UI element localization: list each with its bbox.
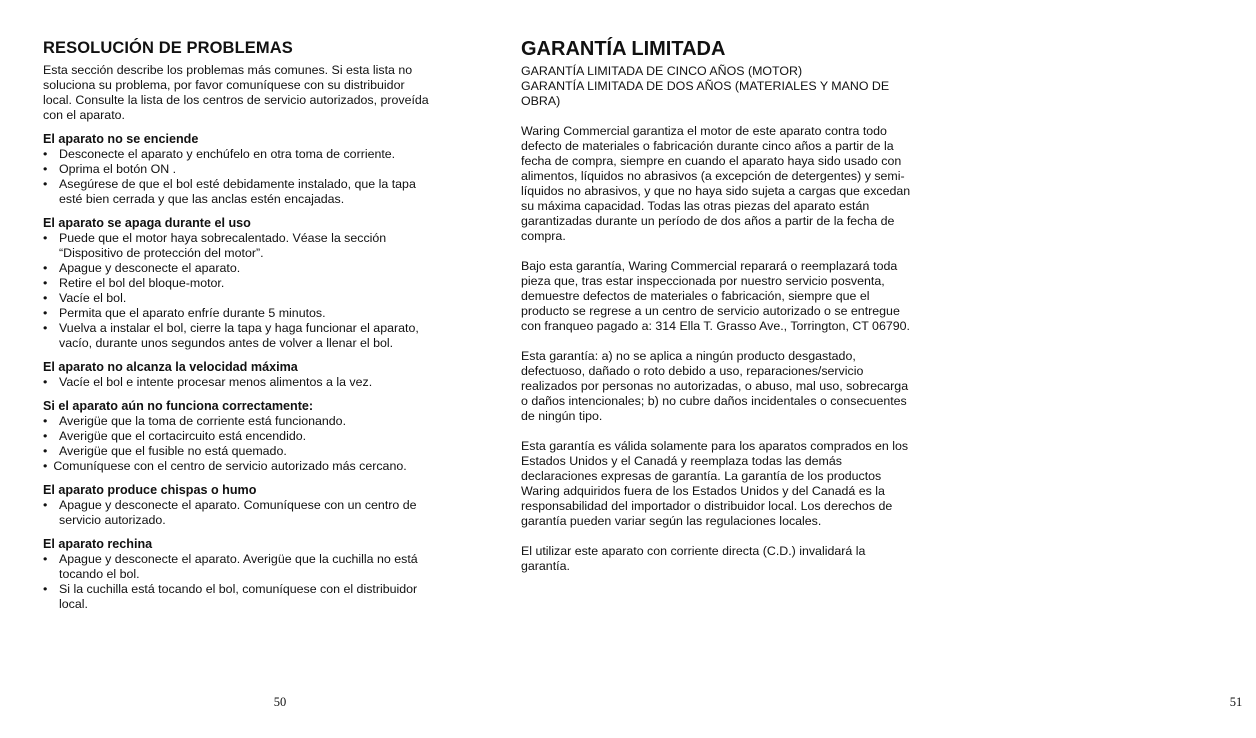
troubleshooting-content	[43, 63, 435, 621]
warranty-paragraph: Esta garantía: a) no se aplica a ningún producto desgastado, defectuoso, dañado o roto debido a uso, reparaciones/servicio realizados por personas no autorizadas, o abuso, mal uso, sobrecarga o daños intencionales; b) no cubre daños incidentales o consecuentes de ningún tipo.	[521, 349, 909, 423]
list-item: • Oprima el botón ON .	[43, 162, 177, 176]
list-item: • Apague y desconecte el aparato. Comuníquese con un centro de servicio autorizado.	[43, 498, 417, 527]
troubleshooting-title: RESOLUCIÓN DE PROBLEMAS	[43, 39, 293, 57]
problem-heading: El aparato rechina	[43, 537, 153, 551]
list-item: • Permita que el aparato enfríe durante 5 minutos.	[43, 306, 326, 320]
problem-heading: Si el aparato aún no funciona correctamente:	[43, 399, 314, 413]
warranty-paragraph: Esta garantía es válida solamente para los aparatos comprados en los Estados Unidos y el Canadá y reemplaza todas las demás declaraciones expresas de garantía. La garantía de los productos Waring adquiridos fuera de los Estados Unidos y del Canadá es la responsabilidad del importador o distribuidor local. Los derechos de garantía pueden variar según las regulaciones locales.	[521, 439, 909, 528]
list-item: • Desconecte el aparato y enchúfelo en otra toma de corriente.	[43, 147, 396, 161]
warranty-subtitle: GARANTÍA LIMITADA DE DOS AÑOS (MATERIALES Y MANO DE OBRA)	[521, 79, 890, 108]
warranty-paragraph: El utilizar este aparato con corriente directa (C.D.) invalidará la garantía.	[521, 544, 866, 573]
page-number: 51	[1229, 695, 1243, 709]
problem-section	[43, 537, 435, 612]
problem-list	[43, 498, 435, 528]
problem-heading: El aparato se apaga durante el uso	[43, 216, 251, 230]
problem-list	[43, 147, 435, 207]
page-number: 50	[273, 695, 287, 709]
list-item: • Si la cuchilla está tocando el bol, comuníquese con el distribuidor local.	[43, 582, 418, 611]
list-item: • Asegúrese de que el bol esté debidamente instalado, que la tapa esté bien cerrada y que las anclas estén encajadas.	[43, 177, 416, 206]
list-item: • Averigüe que el fusible no está quemado.	[43, 444, 287, 458]
warranty-paragraph: Bajo esta garantía, Waring Commercial reparará o reemplazará toda pieza que, tras estar inspeccionada por nuestro servicio posventa, demuestre defectos de materiales o fabricación, siempre que el producto se regrese a un centro de servicio autorizado o se entregue con franqueo pagado a: 314 Ella T. Grasso Ave., Torrington, CT 06790.	[521, 259, 910, 333]
problem-heading: El aparato no se enciende	[43, 132, 199, 146]
list-item: • Averigüe que la toma de corriente está funcionando.	[43, 414, 347, 428]
right-page	[521, 0, 1243, 738]
list-item: • Vuelva a instalar el bol, cierre la tapa y haga funcionar el aparato, vacío, durante unos segundos antes de volver a llenar el bol.	[43, 321, 419, 350]
problem-section	[43, 132, 435, 207]
problem-section	[43, 360, 435, 390]
problem-section	[43, 399, 435, 474]
problem-list	[43, 414, 435, 474]
list-item: • Vacíe el bol e intente procesar menos alimentos a la vez.	[43, 375, 373, 389]
problem-list	[43, 375, 435, 390]
problem-list	[43, 231, 435, 351]
left-page	[43, 0, 435, 738]
list-item: • Averigüe que el cortacircuito está encendido.	[43, 429, 307, 443]
warranty-title: GARANTÍA LIMITADA	[521, 38, 726, 60]
list-item: • Apague y desconecte el aparato.	[43, 261, 241, 275]
list-item: • Retire el bol del bloque-motor.	[43, 276, 225, 290]
warranty-content	[521, 64, 913, 589]
troubleshooting-intro: Esta sección describe los problemas más comunes. Si esta lista no soluciona su problema, por favor comuníquese con su distribuidor local. Consulte la lista de los centros de servicio autorizados, proveída con el aparato.	[43, 63, 429, 122]
problem-section	[43, 216, 435, 351]
list-item: • Apague y desconecte el aparato. Averigüe que la cuchilla no está tocando el bol.	[43, 552, 418, 581]
warranty-paragraph: Waring Commercial garantiza el motor de este aparato contra todo defecto de materiales o fabricación durante cinco años a partir de la fecha de compra, siempre en cuando el aparato haya sido usado con alimentos, líquidos no abrasivos (a excepción de detergentes) y semi-líquidos no abrasivos, y que no haya sido sujeta a cargas que excedan su máxima capacidad. Todas las otras piezas del aparato están garantizadas durante un período de dos años a partir de la fecha de compra.	[521, 124, 911, 243]
list-item: • Vacíe el bol.	[43, 291, 127, 305]
warranty-subtitle: GARANTÍA LIMITADA DE CINCO AÑOS (MOTOR)	[521, 64, 803, 78]
problem-heading: El aparato produce chispas o humo	[43, 483, 257, 497]
warranty-subtitles	[521, 64, 913, 109]
problem-section	[43, 483, 435, 528]
problem-list	[43, 552, 435, 612]
list-item: • Comuníquese con el centro de servicio autorizado más cercano.	[43, 459, 407, 473]
list-item: • Puede que el motor haya sobrecalentado. Véase la sección “Dispositivo de protección del motor”.	[43, 231, 387, 260]
problem-heading: El aparato no alcanza la velocidad máxima	[43, 360, 298, 374]
